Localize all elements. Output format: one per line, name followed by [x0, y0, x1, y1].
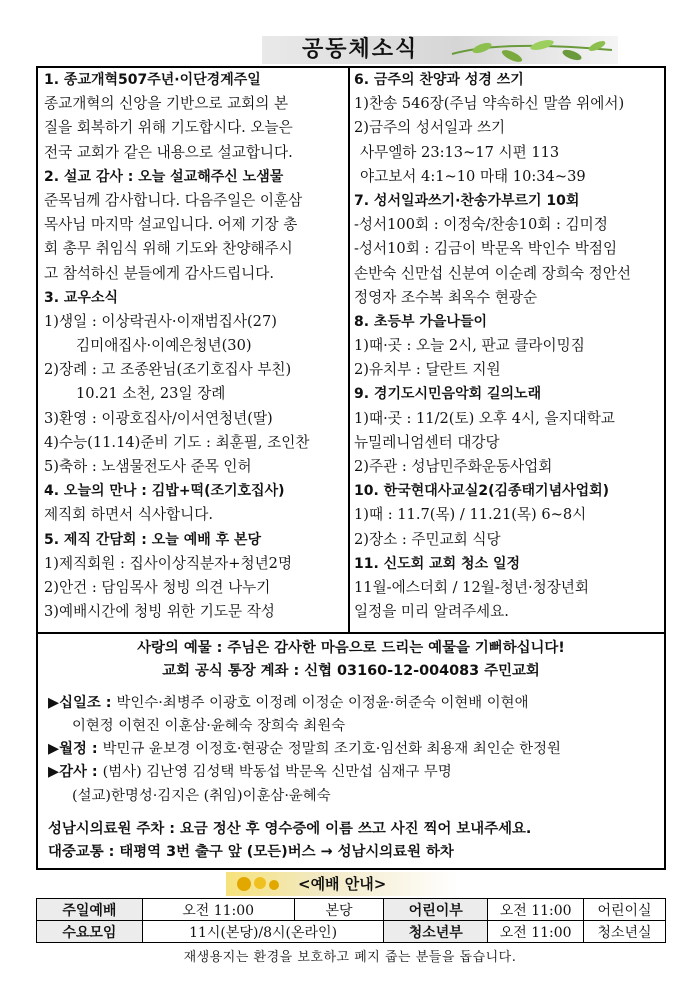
news-line: 3)예배시간에 청빙 위한 기도문 작성 [44, 603, 275, 621]
news-line: 회 총무 취임식 위해 기도와 찬양해주시 [44, 240, 293, 258]
news-line: 2)주관 : 성남민주화운동사업회 [354, 458, 553, 475]
left-column [44, 68, 346, 624]
schedule-title: <예배 안내> [298, 875, 387, 893]
service-schedule-table [36, 898, 666, 943]
section-heading: 8. 초등부 가을나들이 [354, 313, 487, 330]
news-line: 일정을 미리 알려주세요. [354, 603, 509, 621]
news-line: 사무엘하 23:13~17 시편 113 [360, 143, 560, 161]
offering-names: 박인수·최병주 이광호 이정례 이정순 이정윤·허준숙 이현배 이현애 [116, 694, 529, 711]
offering-line [48, 785, 654, 808]
parking-notice: 성남시의료원 주차 : 요금 정산 후 영수증에 이름 쓰고 사진 찍어 보내주세요. [48, 821, 532, 838]
news-line: 전국 교회가 같은 내용으로 설교합니다. [44, 143, 293, 161]
section-heading: 6. 금주의 찬양과 성경 쓰기 [354, 72, 524, 88]
schedule-row [37, 899, 666, 921]
offering-label: ▶십일조 : [48, 694, 117, 711]
schedule-cell: 청소년부 [384, 921, 488, 943]
news-frame [36, 66, 666, 634]
offering-list [48, 692, 654, 808]
section-heading: 3. 교우소식 [44, 289, 119, 306]
offering-line [48, 761, 654, 784]
news-line: 1)때 : 11.7(목) / 11.21(목) 6~8시 [354, 506, 587, 524]
footer-note: 재생용지는 환경을 보호하고 폐지 줍는 분들을 돕습니다. [183, 950, 517, 965]
news-line: 고 참석하신 분들에게 감사드립니다. [44, 264, 275, 282]
news-line: 1)때·곳 : 11/2(토) 오후 4시, 을지대학교 [354, 409, 615, 427]
section-heading: 2. 설교 감사 : 오늘 설교해주신 노샘물 [44, 168, 284, 185]
schedule-cell: 오전 11:00 [488, 899, 584, 921]
section-heading: 11. 신도회 교회 청소 일정 [354, 555, 521, 572]
schedule-cell: 11시(본당)/8시(온라인) [142, 921, 384, 943]
page-title: 공동체소식 [302, 37, 419, 62]
news-line: 목사님 마지막 설교입니다. 어제 기장 총 [44, 216, 298, 234]
news-line: 김미애집사·이예은청년(30) [76, 337, 252, 355]
offering-names: 이현정 이현진 이훈삼·윤혜숙 장희숙 최원숙 [72, 717, 346, 734]
offering-names: 박민규 윤보경 이정호·현광순 정말희 조기호·임선화 최용재 최인순 한정원 [102, 741, 561, 758]
bank-account: 교회 공식 통장 계좌 : 신협 03160-12-004083 주민교회 [162, 663, 540, 680]
offering-title: 사랑의 예물 : 주님은 감사한 마음으로 드리는 예물을 기뻐하십니다! [137, 640, 565, 656]
right-column [354, 68, 664, 624]
news-line: 준목님께 감사합니다. 다음주일은 이훈삼 [44, 191, 303, 209]
news-line: 2)유치부 : 달란트 지원 [354, 361, 501, 379]
news-line: -성서10회 : 김금이 박문옥 박인수 박점임 [354, 240, 618, 258]
section-heading: 4. 오늘의 만나 : 김밥+떡(조기호집사) [44, 483, 285, 500]
title-banner [262, 36, 618, 64]
news-line: 1)생일 : 이상락권사·이재범집사(27) [44, 312, 277, 330]
news-line: 11월-에스더회 / 12월-청년·청장년회 [354, 578, 590, 596]
news-line: 4)수능(11.14)준비 기도 : 최훈필, 조인찬 [44, 433, 310, 451]
offering-label: ▶월정 : [48, 741, 103, 758]
news-line: 2)장소 : 주민교회 식당 [354, 530, 501, 548]
news-line: 손반숙 신만섭 신분여 이순례 장희숙 정안선 [354, 264, 631, 282]
offering-names: (설교)한명성·김지은 (취임)이훈삼·윤혜숙 [72, 787, 331, 804]
section-heading: 9. 경기도시민음악회 길의노래 [354, 386, 542, 403]
news-line: 10.21 소천, 23일 장례 [76, 385, 226, 403]
offering-line [48, 738, 654, 761]
news-line: 정영자 조수복 최옥수 현광순 [354, 288, 538, 306]
news-line: 종교개혁의 신앙을 기반으로 교회의 본 [44, 95, 289, 113]
section-heading: 5. 제직 간담회 : 오늘 예배 후 본당 [44, 531, 262, 548]
section-heading: 7. 성서일과쓰기·찬송가부르기 10회 [354, 192, 580, 209]
news-line: 1)때·곳 : 오늘 2시, 판교 클라이밍짐 [354, 337, 585, 355]
schedule-title-banner [226, 872, 458, 896]
flower-decoration-icon [234, 874, 284, 894]
schedule-cell: 어린이실 [584, 899, 666, 921]
news-line: 1)제직회원 : 집사이상직분자+청년2명 [44, 554, 293, 572]
offering-names: (범사) 김난영 김성택 박동섭 박문옥 신만섭 심재구 무명 [102, 764, 452, 781]
news-line: 야고보서 4:1~10 마태 10:34~39 [360, 167, 586, 185]
schedule-cell: 주일예배 [37, 899, 143, 921]
schedule-cell: 청소년실 [584, 921, 666, 943]
news-line: 질을 회복하기 위해 기도합시다. 오늘은 [44, 119, 293, 137]
offering-label: ▶감사 : [48, 764, 103, 781]
leaf-decoration-icon [442, 36, 618, 64]
schedule-cell: 어린이부 [384, 899, 488, 921]
news-line: 뉴밀레니엄센터 대강당 [354, 433, 500, 451]
section-heading: 1. 종교개혁507주년·이단경계주일 [44, 72, 261, 88]
news-line: 3)환영 : 이광호집사/이서연청년(딸) [44, 409, 273, 427]
column-divider [348, 68, 350, 632]
news-line: -성서100회 : 이정숙/찬송10회 : 김미정 [354, 216, 608, 234]
offering-line [48, 715, 654, 738]
news-line: 5)축하 : 노샘물전도사 준목 인허 [44, 458, 252, 475]
schedule-row [37, 921, 666, 943]
schedule-cell: 오전 11:00 [142, 899, 294, 921]
transit-notice: 대중교통 : 태평역 3번 출구 앞 (모든)버스 → 성남시의료원 하차 [48, 844, 454, 861]
offering-box [36, 634, 666, 870]
offering-line [48, 692, 654, 715]
section-heading: 10. 한국현대사교실2(김종태기념사업회) [354, 483, 610, 500]
news-line: 제직회 하면서 식사합니다. [44, 506, 213, 524]
schedule-cell: 수요모임 [37, 921, 143, 943]
schedule-cell: 오전 11:00 [488, 921, 584, 943]
news-line: 2)장례 : 고 조종완님(조기호집사 부친) [44, 361, 292, 379]
news-line: 2)안건 : 담임목사 청빙 의견 나누기 [44, 578, 271, 596]
news-line: 1)찬송 546장(주님 약속하신 말씀 위에서) [354, 95, 625, 113]
news-line: 2)금주의 성서일과 쓰기 [354, 119, 506, 137]
schedule-cell: 본당 [294, 899, 384, 921]
